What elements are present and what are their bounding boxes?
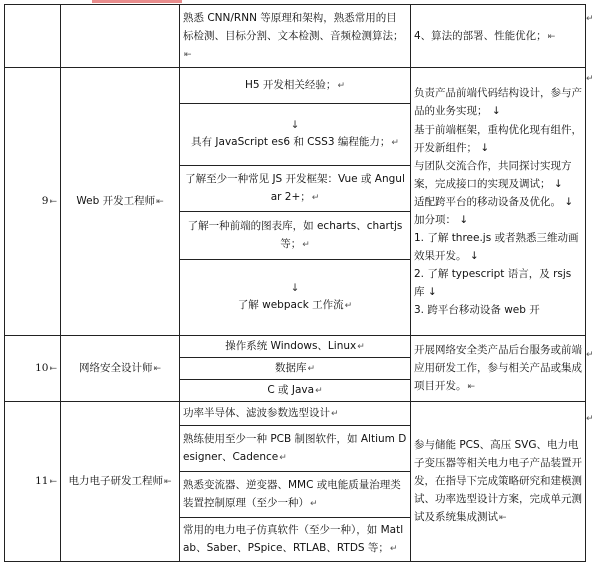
cell-mark: ⇤ bbox=[49, 364, 57, 374]
position-cell bbox=[61, 336, 180, 402]
duty-line: 负责产品前端代码结构设计，参与产品的业务实现； ↓ bbox=[414, 87, 582, 117]
cell-mark: ⇤ bbox=[49, 477, 57, 487]
number-cell bbox=[5, 402, 61, 562]
duty-text: 开展网络安全类产品后台服务或前端应用研发工作，参与相关产品或集成项目开发。 bbox=[414, 344, 582, 392]
requirement-cell bbox=[180, 358, 411, 380]
cell-mark: ⇤ bbox=[184, 49, 192, 60]
paragraph-mark: ↵ bbox=[389, 544, 398, 554]
number-cell bbox=[5, 5, 61, 68]
requirement-cell bbox=[180, 426, 411, 472]
paragraph-mark: ↵ bbox=[279, 453, 287, 463]
requirement-cell bbox=[180, 166, 411, 212]
row-end-mark: ↵ bbox=[586, 14, 594, 24]
duty-cell bbox=[411, 336, 586, 402]
requirement-text: 数据库 bbox=[274, 362, 307, 374]
duty-line: 1. 了解 three.js 或者熟悉三维动画效果开发。 ↓ bbox=[414, 232, 579, 262]
requirement-text: 操作系统 Windows、Linux bbox=[225, 340, 357, 352]
duty-line: 加分项： ↓ bbox=[414, 214, 469, 226]
duty-line: 3. 跨平台移动设备 web 开 bbox=[414, 304, 540, 316]
requirement-cell bbox=[180, 402, 411, 426]
table-row bbox=[5, 336, 586, 358]
duty-cell bbox=[411, 5, 586, 68]
paragraph-mark: ↵ bbox=[311, 193, 320, 203]
paragraph-mark: ↵ bbox=[302, 240, 310, 250]
requirement-text: 熟悉变流器、逆变器、MMC 或电能质量治理类装置控制原理（至少一种） bbox=[183, 479, 401, 509]
requirement-text: 了解 webpack 工作流 bbox=[237, 299, 344, 311]
cell-mark: ⇤ bbox=[163, 477, 172, 487]
table-row bbox=[5, 5, 586, 68]
position-title: Web 开发工程师 bbox=[76, 195, 156, 207]
duty-cell bbox=[411, 402, 586, 562]
duty-text: 4、算法的部署、性能优化； bbox=[414, 29, 547, 42]
position-title: 网络安全设计师 bbox=[78, 362, 153, 374]
duty-line: 基于前端框架，重构优化现有组件，开发新组件； ↓ bbox=[414, 124, 582, 154]
position-cell bbox=[61, 5, 180, 68]
cell-mark: ⇤ bbox=[156, 197, 164, 207]
row-end-mark: ↵ bbox=[586, 414, 594, 424]
paragraph-mark: ↵ bbox=[307, 364, 316, 374]
requirement-text: 具有 JavaScript es6 和 CSS3 编程能力； bbox=[191, 136, 391, 148]
cell-mark: ⇤ bbox=[467, 382, 476, 392]
cell-mark: ⇤ bbox=[49, 197, 57, 207]
requirement-cell bbox=[180, 104, 411, 166]
row-end-mark: ↵ bbox=[586, 350, 594, 360]
number-cell bbox=[5, 68, 61, 336]
row-number: 11 bbox=[35, 475, 49, 487]
requirement-cell bbox=[180, 5, 411, 68]
paragraph-mark: ↵ bbox=[344, 301, 353, 311]
row-number: 10 bbox=[35, 362, 49, 374]
arrow-mark: ↓ bbox=[290, 119, 300, 131]
duty-line: 与团队交流合作，共同探讨实现方案，完成接口的实现及调试； ↓ bbox=[414, 160, 572, 190]
requirement-text: 功率半导体、滤波参数选型设计 bbox=[183, 407, 330, 419]
requirement-cell bbox=[180, 212, 411, 260]
requirement-cell bbox=[180, 518, 411, 562]
selection-highlight bbox=[92, 0, 182, 3]
duty-line: 2. 了解 typescript 语言，及 rsjs 库 ↓ bbox=[414, 268, 572, 298]
requirement-cell bbox=[180, 472, 411, 518]
requirement-cell bbox=[180, 260, 411, 336]
row-number: 9 bbox=[41, 195, 49, 207]
duty-text: 参与储能 PCS、高压 SVG、电力电子变压器等相关电力电子产品装置开发，在指导下完成策略研究和建模测试、功率选型设计方案，完成单元测试及系统集成测试 bbox=[414, 439, 582, 523]
paragraph-mark: ↵ bbox=[337, 81, 345, 91]
requirement-text: 熟练使用至少一种 PCB 制图软件，如 Altium Designer、Cadence bbox=[183, 433, 407, 463]
requirement-text: 了解至少一种常见 JS 开发框架：Vue 或 Angular 2+； bbox=[185, 173, 405, 203]
requirement-cell bbox=[180, 336, 411, 358]
job-requirements-table bbox=[4, 4, 586, 562]
requirement-cell bbox=[180, 380, 411, 402]
paragraph-mark: ↵ bbox=[331, 409, 339, 419]
requirement-text: H5 开发相关经验； bbox=[245, 79, 337, 91]
arrow-mark: ↓ bbox=[290, 282, 300, 294]
requirement-cell bbox=[180, 68, 411, 104]
requirement-text: C 或 Java bbox=[267, 384, 315, 396]
position-cell bbox=[61, 68, 180, 336]
requirement-text: 常用的电力电子仿真软件（至少一种），如 Matlab、Saber、PSpice、RTLAB、RTDS 等； bbox=[183, 524, 404, 554]
cell-mark: ⇤ bbox=[499, 513, 507, 523]
requirement-text: 了解一种前端的图表库，如 echarts、chartjs 等； bbox=[187, 220, 403, 250]
duty-line: 适配跨平台的移动设备及优化。 ↓ bbox=[414, 196, 574, 208]
requirement-text: 熟悉 CNN/RNN 等原理和架构，熟悉常用的目标检测、目标分割、文本检测、音频检测算法； bbox=[183, 11, 404, 42]
number-cell bbox=[5, 336, 61, 402]
duty-cell bbox=[411, 68, 586, 336]
paragraph-mark: ↵ bbox=[357, 342, 365, 352]
paragraph-mark: ↵ bbox=[310, 499, 318, 509]
paragraph-mark: ↵ bbox=[315, 386, 323, 396]
table-row bbox=[5, 68, 586, 104]
paragraph-mark: ↵ bbox=[391, 138, 399, 148]
table-row bbox=[5, 402, 586, 426]
cell-mark: ⇤ bbox=[153, 364, 162, 374]
row-end-mark: ↵ bbox=[586, 74, 594, 84]
position-cell bbox=[61, 402, 180, 562]
position-title: 电力电子研发工程师 bbox=[68, 475, 163, 487]
cell-mark: ⇤ bbox=[547, 31, 556, 42]
